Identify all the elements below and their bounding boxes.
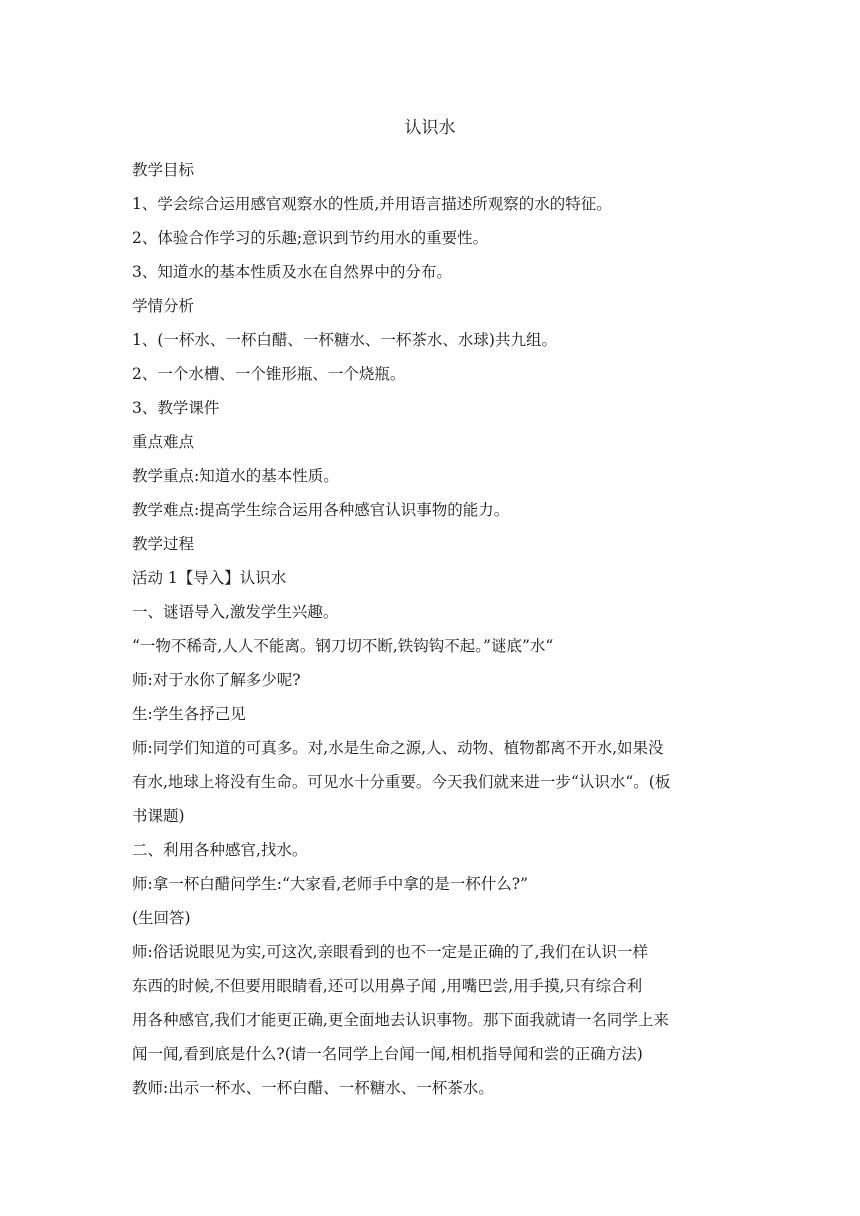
document-body	[132, 153, 732, 1105]
difficult-point: 教学难点:提高学生综合运用各种感官认识事物的能力。	[132, 501, 510, 519]
activity-heading: 活动 1【导入】认识水	[132, 569, 287, 587]
key-point: 教学重点:知道水的基本性质。	[132, 467, 339, 485]
section-heading-student-analysis: 学情分析	[132, 297, 195, 315]
section-heading-teaching-process: 教学过程	[132, 535, 195, 553]
goal-item-1: 1、学会综合运用感官观察水的性质,并用语言描述所观察的水的特征。	[132, 195, 612, 213]
paragraph-line: 师:俗话说眼见为实,可这次,亲眼看到的也不一定是正确的了,我们在认识一样	[132, 943, 649, 961]
dialogue-line: 师:拿一杯白醋问学生:“大家看,老师手中拿的是一杯什么?”	[132, 875, 529, 893]
document-title: 认识水	[404, 118, 456, 138]
paragraph-line: 书课题)	[132, 807, 185, 825]
section-heading-key-points: 重点难点	[132, 433, 195, 451]
riddle-text: “一物不稀奇,人人不能离。钢刀切不断,铁钩钩不起。”谜底”水“	[132, 637, 554, 655]
paragraph-line: 师:同学们知道的可真多。对,水是生命之源,人、动物、植物都离不开水,如果没	[132, 739, 664, 757]
paragraph-line: 有水,地球上将没有生命。可见水十分重要。今天我们就来进一步“认识水“。(板	[132, 773, 671, 791]
goal-item-2: 2、体验合作学习的乐趣;意识到节约用水的重要性。	[132, 229, 489, 247]
dialogue-line: 生:学生各抒己见	[132, 705, 246, 723]
paragraph-line: 闻一闻,看到底是什么?(请一名同学上台闻一闻,相机指导闻和尝的正确方法)	[132, 1045, 643, 1063]
goal-item-3: 3、知道水的基本性质及水在自然界中的分布。	[132, 263, 452, 281]
paragraph-line: 东西的时候,不但要用眼睛看,还可以用鼻子闻 ,用嘴巴尝,用手摸,只有综合利	[132, 977, 643, 995]
analysis-item-3: 3、教学课件	[132, 399, 220, 417]
section-heading-teaching-goals: 教学目标	[132, 161, 195, 179]
analysis-item-1: 1、(一杯水、一杯白醋、一杯糖水、一杯茶水、水球)共九组。	[132, 331, 557, 349]
dialogue-line: (生回答)	[132, 909, 191, 927]
dialogue-line: 教师:出示一杯水、一杯白醋、一杯糖水、一杯茶水。	[132, 1079, 494, 1097]
step-heading-riddle: 一、谜语导入,激发学生兴趣。	[132, 603, 339, 621]
dialogue-line: 师:对于水你了解多少呢?	[132, 671, 301, 689]
step-heading-senses: 二、利用各种感官,找水。	[132, 841, 308, 859]
paragraph-line: 用各种感官,我们才能更正确,更全面地去认识事物。那下面我就请一名同学上来	[132, 1011, 669, 1029]
analysis-item-2: 2、一个水槽、一个锥形瓶、一个烧瓶。	[132, 365, 406, 383]
